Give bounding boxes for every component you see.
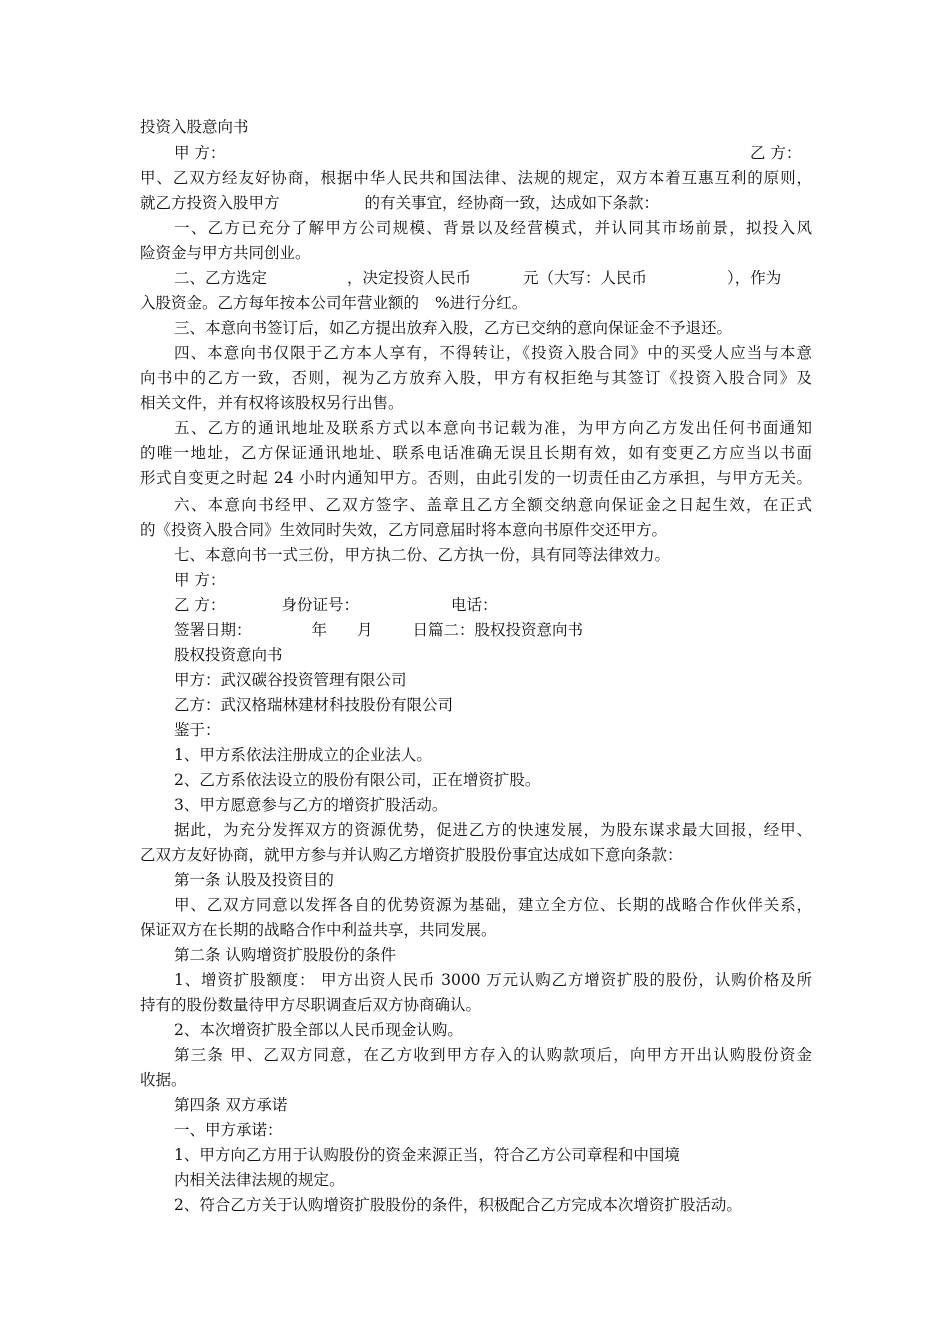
whereas-heading: 鉴于： [174, 721, 221, 739]
intro-line-2: 就乙方投资入股甲方 的有关事宜，经协商一致，达成如下条款： [140, 194, 660, 212]
clause-6-line-1: 六、本意向书经甲、乙双方签字、盖章且乙方全额交纳意向保证金之日起生效，在正式 [174, 496, 812, 514]
article-2-line-2: 持有的股份数量待甲方尽职调查后双方协商确认。 [140, 996, 482, 1014]
article-1-heading: 第一条 认股及投资目的 [174, 871, 334, 889]
party-b-label: 乙 方： [750, 144, 802, 162]
article-2-line-3: 2、本次增资扩股全部以人民币现金认购。 [174, 1021, 463, 1039]
clause-7: 七、本意向书一式三份，甲方执二份、乙方执一份，具有同等法律效力。 [174, 546, 671, 564]
whereas-item-3: 3、甲方愿意参与乙方的增资扩股活动。 [174, 796, 448, 814]
signature-party-b-row: 乙 方： 身份证号： 电话： [174, 596, 498, 614]
whereas-item-1: 1、甲方系依法注册成立的企业法人。 [174, 746, 432, 764]
clause-4-line-3: 相关文件，并有权将该股权另行出售。 [140, 394, 404, 412]
article-3-line-1: 第三条 甲、乙双方同意，在乙方收到甲方存入的认购款项后，向甲方开出认购股份资金 [174, 1046, 812, 1064]
document-title: 投资入股意向书 [140, 118, 249, 136]
article-4-heading: 第四条 双方承诺 [174, 1096, 288, 1114]
section-2-party-b: 乙方：武汉格瑞林建材科技股份有限公司 [174, 696, 454, 714]
clause-2-line-2: 入股资金。乙方每年按本公司年营业额的 %进行分红。 [140, 294, 528, 312]
clause-6-line-2: 的《投资入股合同》生效同时失效，乙方同意届时将本意向书原件交还甲方。 [140, 521, 668, 539]
article-1-line-2: 保证双方在长期的战略合作中利益共享，共同发展。 [140, 921, 497, 939]
signature-party-a: 甲 方： [174, 571, 226, 589]
section-2-title: 股权投资意向书 [174, 646, 283, 664]
clause-4-line-1: 四、本意向书仅限于乙方本人享有，不得转让，《投资入股合同》中的买受人应当与本意 [174, 344, 812, 362]
article-4-party-a-heading: 一、甲方承诺： [174, 1121, 283, 1139]
article-1-line-1: 甲、乙双方同意以发挥各自的优势资源为基础，建立全方位、长期的战略合作伙伴关系， [174, 896, 812, 914]
clause-1-line-2: 险资金与甲方共同创业。 [140, 244, 311, 262]
intro-line-1: 甲、乙双方经友好协商，根据中华人民共和国法律、法规的规定，双方本着互惠互利的原则， [140, 169, 812, 187]
signature-date-row: 签署日期： 年 月 日篇二：股权投资意向书 [174, 621, 584, 639]
party-a-label: 甲 方： [174, 144, 226, 162]
article-4-item-1-line-2: 内相关法律法规的规定。 [174, 1171, 345, 1189]
article-4-item-2: 2、符合乙方关于认购增资扩股股份的条件，积极配合乙方完成本次增资扩股活动。 [174, 1196, 742, 1214]
section-2-party-a: 甲方：武汉碳谷投资管理有限公司 [174, 671, 407, 689]
article-2-line-1: 1、增资扩股额度： 甲方出资人民币 3000 万元认购乙方增资扩股的股份，认购价格及所 [174, 971, 812, 989]
clause-5-line-1: 五、乙方的通讯地址及联系方式以本意向书记载为准，为甲方向乙方发出任何书面通知 [174, 419, 812, 437]
preamble-line-2: 乙双方友好协商，就甲方参与并认购乙方增资扩股股份事宜达成如下意向条款： [140, 846, 683, 864]
article-4-item-1-line-1: 1、甲方向乙方用于认购股份的资金来源正当，符合乙方公司章程和中国境 [174, 1146, 680, 1164]
preamble-line-1: 据此，为充分发挥双方的资源优势，促进乙方的快速发展，为股东谋求最大回报，经甲、 [174, 821, 812, 839]
clause-3: 三、本意向书签订后，如乙方提出放弃入股，乙方已交纳的意向保证金不予退还。 [174, 319, 733, 337]
clause-5-line-3: 形式自变更之时起 24 小时内通知甲方。否则，由此引发的一切责任由乙方承担，与甲方无关。 [140, 469, 812, 487]
clause-1-line-1: 一、乙方已充分了解甲方公司规模、背景以及经营模式，并认同其市场前景，拟投入风 [174, 219, 812, 237]
clause-4-line-2: 向书中的乙方一致，否则，视为乙方放弃入股，甲方有权拒绝与其签订《投资入股合同》及 [140, 369, 812, 387]
article-2-heading: 第二条 认购增资扩股股份的条件 [174, 946, 396, 964]
clause-5-line-2: 的唯一地址，乙方保证通讯地址、联系电话准确无误且长期有效，如有变更乙方应当以书面 [140, 444, 812, 462]
whereas-item-2: 2、乙方系依法设立的股份有限公司，正在增资扩股。 [174, 771, 541, 789]
article-3-line-2: 收据。 [140, 1071, 187, 1089]
clause-2-line-1: 二、乙方选定 ，决定投资人民币 元（大写：人民币 ），作为 [174, 269, 782, 287]
